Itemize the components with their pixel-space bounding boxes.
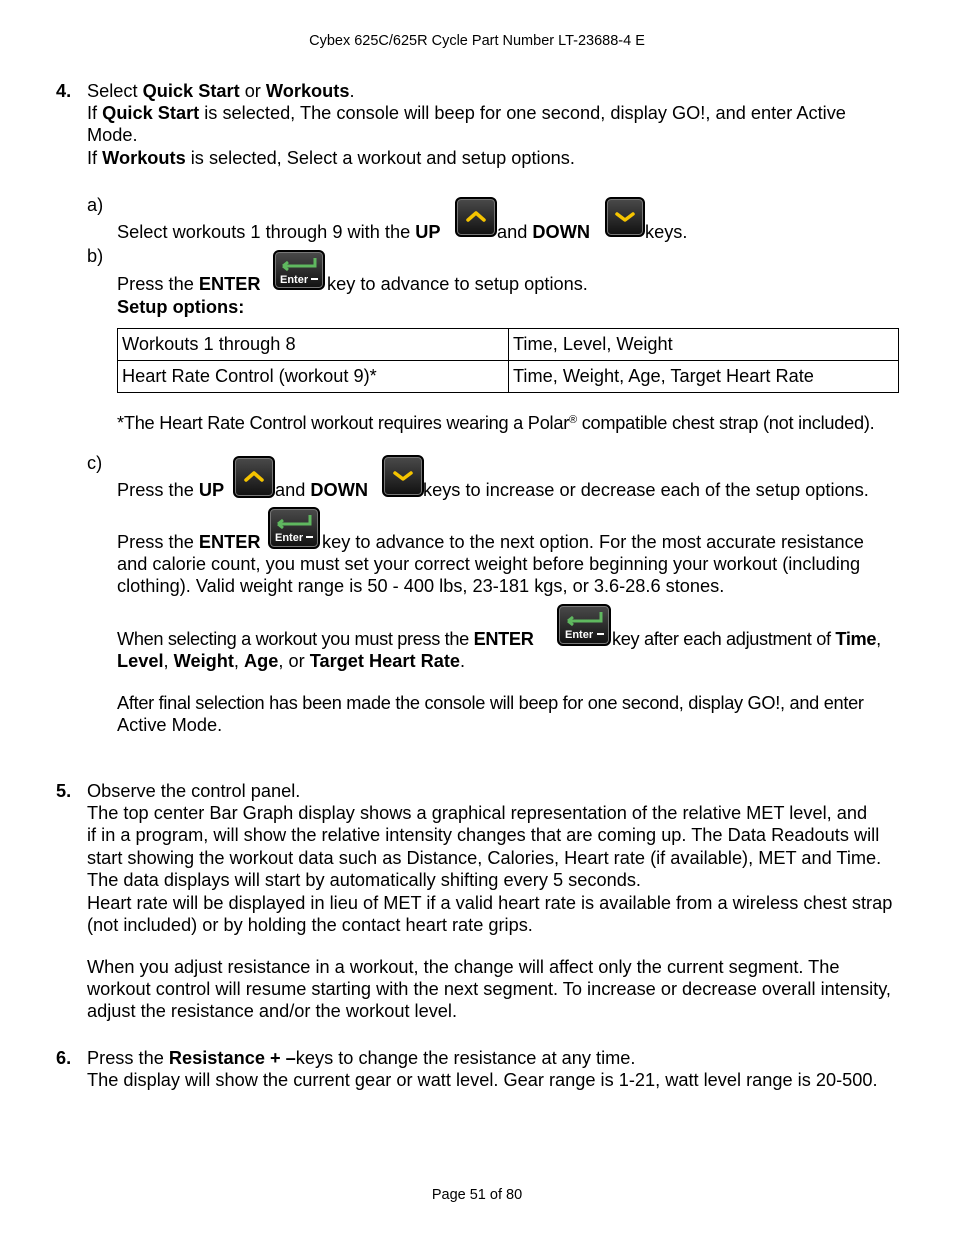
- step-4-line-4: If Workouts is selected, Select a workout and setup options.: [87, 148, 575, 168]
- sub-c-p2-line-3: clothing). Valid weight range is 50 - 400 lbs, 23-181 kgs, or 3.6-28.6 stones.: [117, 576, 725, 596]
- table-cell: Heart Rate Control (workout 9)*: [118, 361, 509, 393]
- table-row: [118, 329, 899, 361]
- step-4-line-2: If Quick Start is selected, The console will beep for one second, display GO!, and enter Active: [87, 103, 846, 123]
- svg-text:Enter: Enter: [565, 629, 594, 641]
- page-header: Cybex 625C/625R Cycle Part Number LT-23688-4 E: [309, 33, 645, 49]
- down-chevron-key-icon: [605, 197, 645, 237]
- table-row: [118, 361, 899, 393]
- setup-options-table: [117, 328, 899, 393]
- sub-b-text-2: key to advance to setup options.: [327, 274, 588, 294]
- sub-c-p4-line-1: After final selection has been made the console will beep for one second, display GO!, and enter: [117, 693, 864, 713]
- sub-a-text-3: keys.: [645, 222, 688, 242]
- sub-b-label: b): [87, 246, 104, 266]
- step-5-line-5: The data displays will start by automatically shifting every 5 seconds.: [87, 870, 641, 890]
- step-5-line-7: (not included) or by holding the contact heart rate grips.: [87, 915, 533, 935]
- step-5-line-1: Observe the control panel.: [87, 781, 301, 801]
- table-cell: Time, Level, Weight: [509, 329, 899, 361]
- page-footer: Page 51 of 80: [431, 1187, 523, 1203]
- step-4-number: 4.: [56, 81, 72, 101]
- down-chevron-key-icon: [382, 455, 424, 497]
- footnote: *The Heart Rate Control workout requires wearing a Polar® compatible chest strap (not included).: [117, 413, 875, 433]
- step-6-line-2: The display will show the current gear or watt level. Gear range is 1-21, watt level range is 20-500.: [87, 1070, 878, 1090]
- sub-c-p2-text-2: key to advance to the next option. For the most accurate resistance: [322, 532, 864, 552]
- enter-key-icon: [557, 604, 611, 646]
- step-4-line-1: Select Quick Start or Workouts.: [87, 81, 355, 101]
- sub-c-label: c): [87, 453, 103, 473]
- enter-key-icon: [268, 507, 320, 549]
- up-chevron-key-icon: [455, 197, 497, 237]
- step-5-line-3: if in a program, will show the relative intensity changes that are coming up. The Data Readouts will: [87, 825, 880, 845]
- sub-a-text-2: and DOWN: [497, 222, 590, 242]
- svg-text:Enter: Enter: [280, 274, 309, 286]
- step-5-line-10: adjust the resistance and/or the workout level.: [87, 1001, 458, 1021]
- up-chevron-key-icon: [233, 456, 275, 498]
- step-6-number: 6.: [56, 1048, 72, 1068]
- sub-c-p2-line-2: and calorie count, you must set your correct weight before beginning your workout (including: [117, 554, 861, 574]
- svg-text:Enter: Enter: [275, 532, 304, 544]
- step-5-number: 5.: [56, 781, 72, 801]
- setup-options-heading: Setup options:: [117, 297, 245, 317]
- step-5-line-9: workout control will resume starting with the next segment. To increase or decrease overall intensity,: [87, 979, 891, 999]
- sub-c-p1-text-2: and DOWN: [275, 480, 368, 500]
- step-5-line-8: When you adjust resistance in a workout, the change will affect only the current segment. The: [87, 957, 840, 977]
- sub-a-label: a): [87, 195, 104, 215]
- sub-c-p4-line-2: Active Mode.: [117, 715, 223, 735]
- step-5-line-4: start showing the workout data such as Distance, Calories, Heart rate (if available), MET and Time.: [87, 848, 882, 868]
- table-cell: Time, Weight, Age, Target Heart Rate: [509, 361, 899, 393]
- table-cell: Workouts 1 through 8: [118, 329, 509, 361]
- sub-a-text-1: Select workouts 1 through 9 with the UP: [117, 222, 441, 242]
- sub-c-p1-text-1: Press the UP: [117, 480, 225, 500]
- sub-c-p1-text-3: keys to increase or decrease each of the setup options.: [423, 480, 869, 500]
- enter-key-icon: [273, 250, 325, 290]
- step-5-line-6: Heart rate will be displayed in lieu of MET if a valid heart rate is available from a wireless chest strap: [87, 893, 893, 913]
- sub-c-p3-text-1: When selecting a workout you must press the ENTER: [117, 629, 534, 649]
- step-5-line-2: The top center Bar Graph display shows a graphical representation of the relative MET level, and: [87, 803, 868, 823]
- step-6-line-1: Press the Resistance + –keys to change the resistance at any time.: [87, 1048, 636, 1068]
- sub-b-text-1: Press the ENTER: [117, 274, 261, 294]
- sub-c-p2-text-1: Press the ENTER: [117, 532, 261, 552]
- sub-c-p3-text-2: key after each adjustment of Time,: [612, 629, 881, 649]
- step-4-line-3: Mode.: [87, 125, 138, 145]
- sub-c-p3-line-2: Level, Weight, Age, or Target Heart Rate.: [117, 651, 466, 671]
